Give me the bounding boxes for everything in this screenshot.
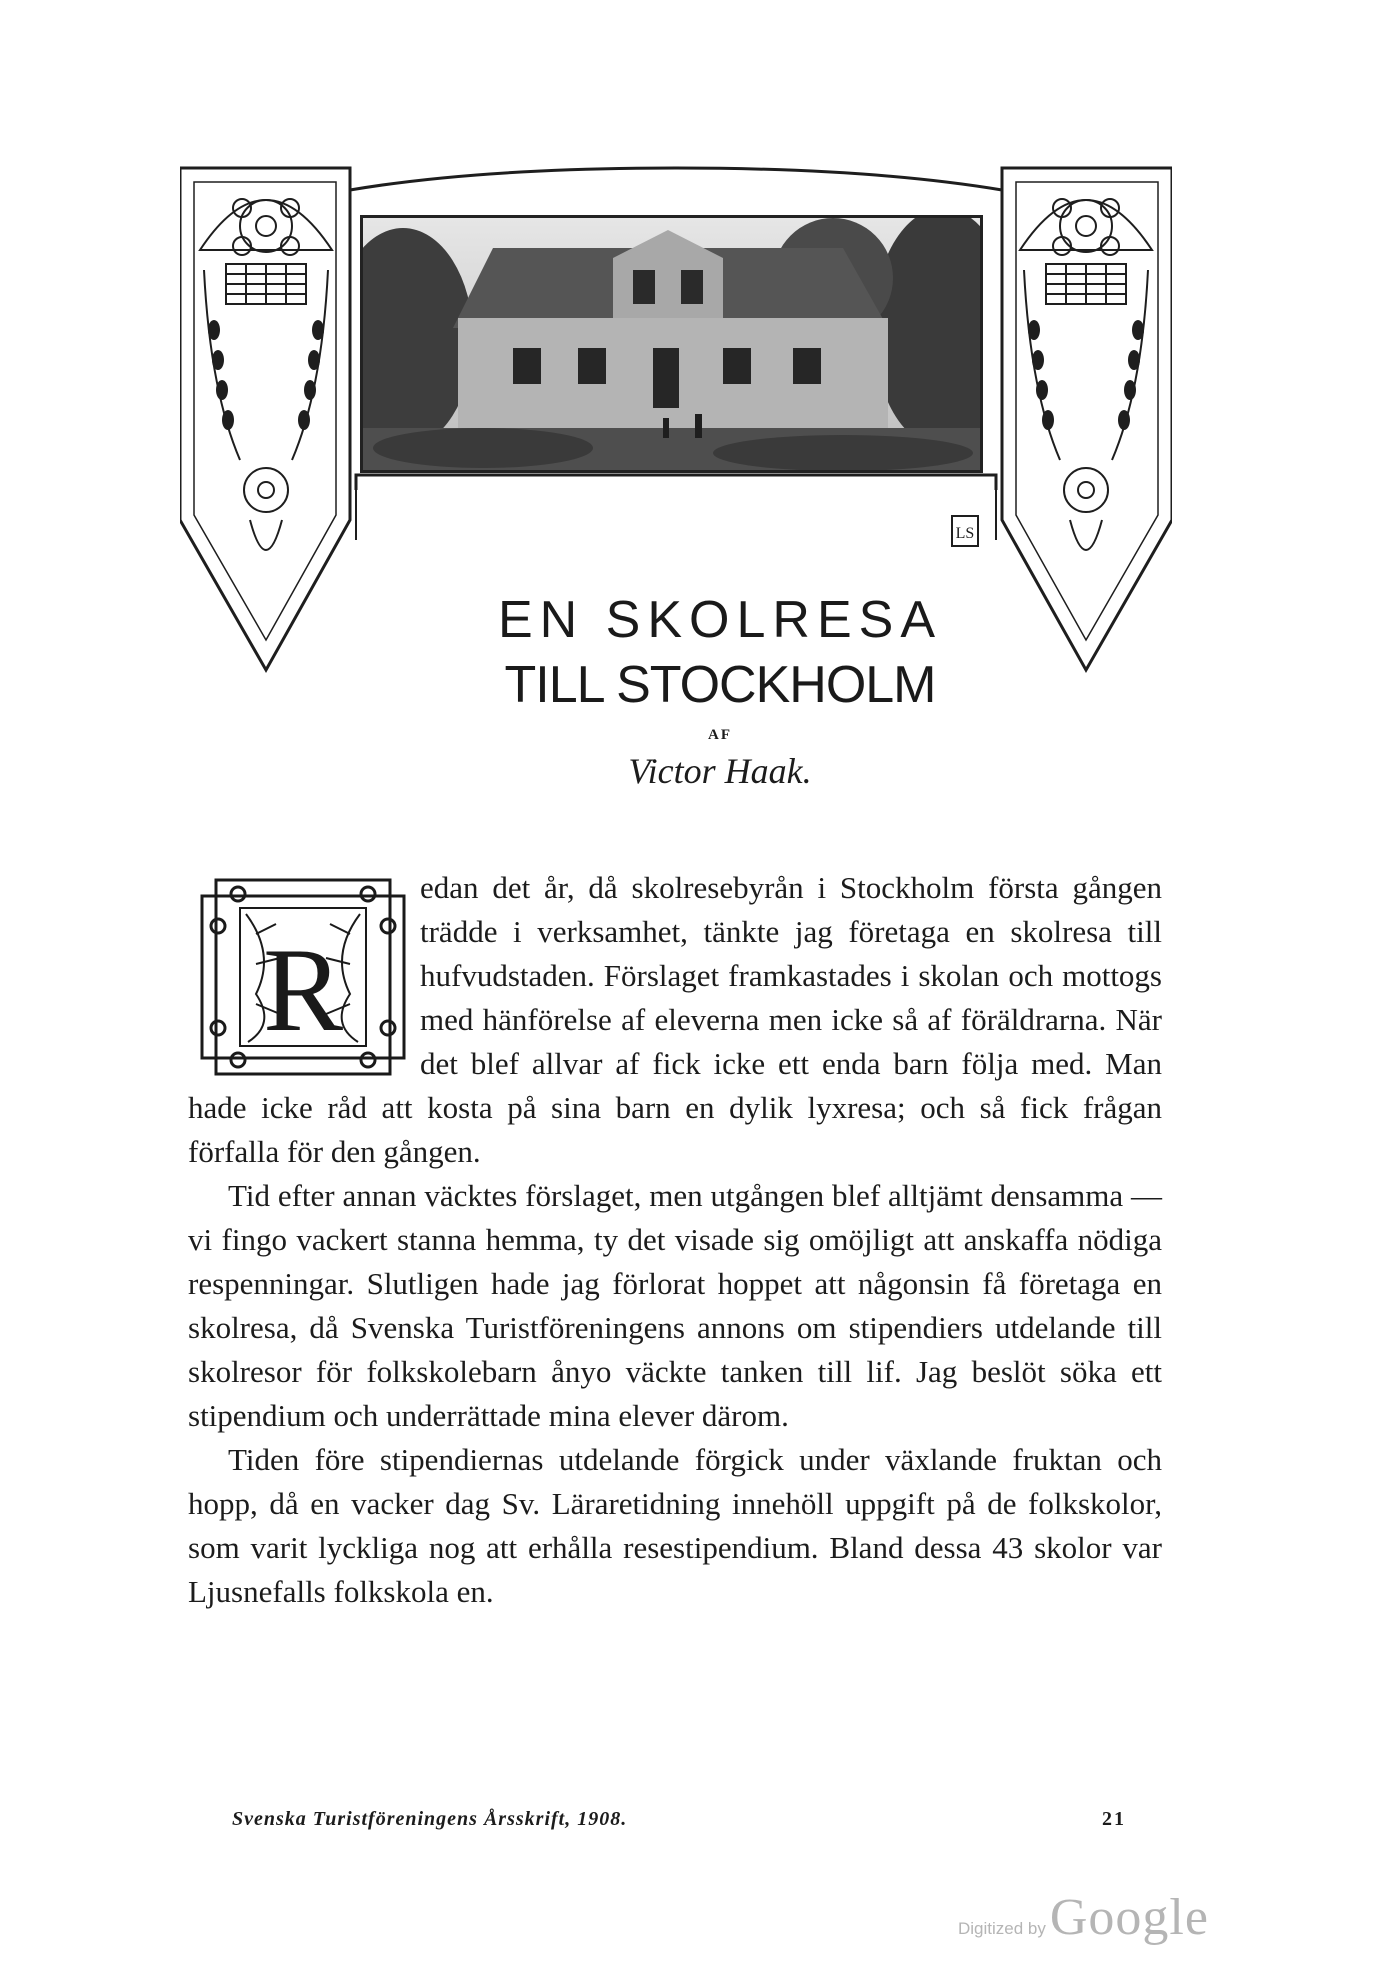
article-body: [188, 866, 1162, 1614]
watermark-brand: Google: [1049, 1889, 1209, 1946]
footer-publication: Svenska Turistföreningens Årsskrift, 1908.: [232, 1808, 628, 1830]
house-photo-image: [363, 218, 980, 470]
article-title-line-1: EN SKOLRESA: [497, 591, 943, 649]
page-number: 21: [1102, 1808, 1126, 1830]
house-photograph: [360, 215, 983, 473]
paragraph-1: edan det år, då skolresebyrån i Stockholm första gången trädde i verksamhet, tänkte jag företaga en skolresa till hufvudstaden. Förslaget framkastades i skolan och mottogs med hänförelse af eleverna men icke så af föräldrarna. När det blef allvar af fick icke ett enda barn följa med. Man hade icke råd att kosta på sina barn en dylik lyxresa; och så fick frågan förfalla för den gången.: [188, 870, 1162, 1169]
monogram-text: LS: [955, 525, 975, 542]
dropcap-spacer: [188, 866, 420, 1086]
dropcap-letter: R: [262, 923, 344, 1056]
flower-basket-right-icon: [1020, 199, 1152, 550]
paragraph-2: Tid efter annan väcktes förslaget, men utgången blef alltjämt densamma — vi fingo vackert stanna hemma, ty det visade sig omöjligt att anskaffa nödiga respenningar. Slutligen hade jag förlorat hoppet att någonsin få företaga en skolresa, då Svenska Turistföreningens annons om stipendiers utdelande till skolresor för folkskolebarn ånyo väckte tanken till lif. Jag beslöt söka ett stipendium och underrättade mina elever därom.: [188, 1178, 1162, 1433]
article-title-line-2: TILL STOCKHOLM: [504, 656, 936, 714]
watermark-prefix: Digitized by: [958, 1919, 1046, 1938]
author-name: Victor Haak.: [628, 751, 812, 791]
paragraph-3: Tiden före stipendiernas utdelande förgick under växlande fruktan och hopp, då en vacker dag Sv. Läraretidning innehöll uppgift på de folkskolor, som varit lyckliga nog att erhålla resestipendium. Bland dessa 43 skolor var Ljusnefalls folkskola en.: [188, 1442, 1162, 1609]
byline-prefix: AF: [708, 727, 732, 743]
flower-basket-left-icon: [200, 199, 332, 550]
artist-monogram-icon: [950, 514, 980, 548]
digitized-watermark: [958, 1888, 1258, 1948]
